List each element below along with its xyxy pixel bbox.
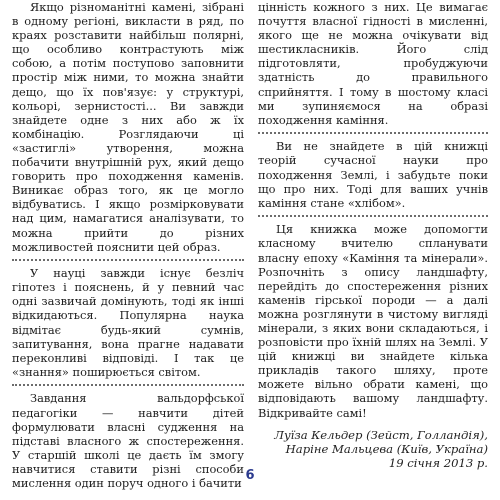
dotted-separator [258,215,488,217]
right-column [258,0,488,470]
page-number: 6 [245,468,255,483]
signature-author-2: Наріне Мальцева (Київ, Україна) [285,441,488,456]
dotted-separator [12,259,244,261]
paragraph-stones-arrangement: Якщо різноманітні камені, зібрані в одному регіоні, викласти в ряд, по краях розставити найбільш полярні, що особливо контрастують між собою, а потім поступово заповнити простір між ними, то можна знайти дещо, що їх пов'язує: у структурі, кольорі, зернистості... Ви завжди знайдете одне з них або ж їх комбінацію. Розглядаючи ці «застиглі» утворення, можна побачити внутрішній рух, який дещо говорить про походження каменів. Виникає образ того, як це могло відбуватись. І якщо розмірковувати над цим, намагатися аналізувати, то можна прийти до різних можливостей пояснити цей образ. [12,0,244,254]
signature-author-1: Луїза Кельдер (Зейст, Голландія), [274,427,488,442]
paragraph-book-purpose: Ця книжка може допомогти класному вчителю спланувати власну епоху «Каміння та мінерали». Розпочніть з опису ландшафту, перейдіть до спостереження різних каменів гірської породи — а далі можна розглянути в чистому вигляді мінерали, з яких вони складаються, і розповісти про їхній шлях на Землі. У цій книжці ви знайдете кілька прикладів такого шляху, проте можете вільно обрати камені, що відповідають вашому ландшафту. Відкривайте самі! [258,222,488,420]
paragraph-no-theories: Ви не знайдете в цій книжці теорій сучасної науки про походження Землі, і забудьте поки що про них. Тоді для ваших учнів каміння стане «хлібом». [258,139,488,210]
left-column [12,0,244,496]
signature-block [258,428,488,470]
dotted-separator [12,384,244,386]
dotted-separator [258,132,488,134]
signature-date: 19 січня 2013 р. [388,455,488,470]
paragraph-science-hypotheses: У науці завжди існує безліч гіпотез і пояснень, й у певний час одні зазвичай домінують, тоді як інші відкидаються. Популярна наука відмітає будь-який сумнів, запитування, вона прагне надавати переконливі відповіді. І так це «знання» поширюється світом. [12,266,244,379]
paragraph-continuation: цінність кожного з них. Це вимагає почуття власної гідності в мисленні, якого ще не можна очікувати від шестикласників. Його слід підготовляти, пробуджуючи здатність до правильного сприйняття. І тому в шостому класі ми зупиняємося на образі походження каміння. [258,0,488,127]
paragraph-waldorf-task: Завдання вальдорфської педагогіки — навчити дітей формулювати власні судження на підставі власного ж спостереження. У старшій школі це даєть їм змогу навчитися ставити різні способи мислення один поруч одного і бачити [12,391,244,490]
